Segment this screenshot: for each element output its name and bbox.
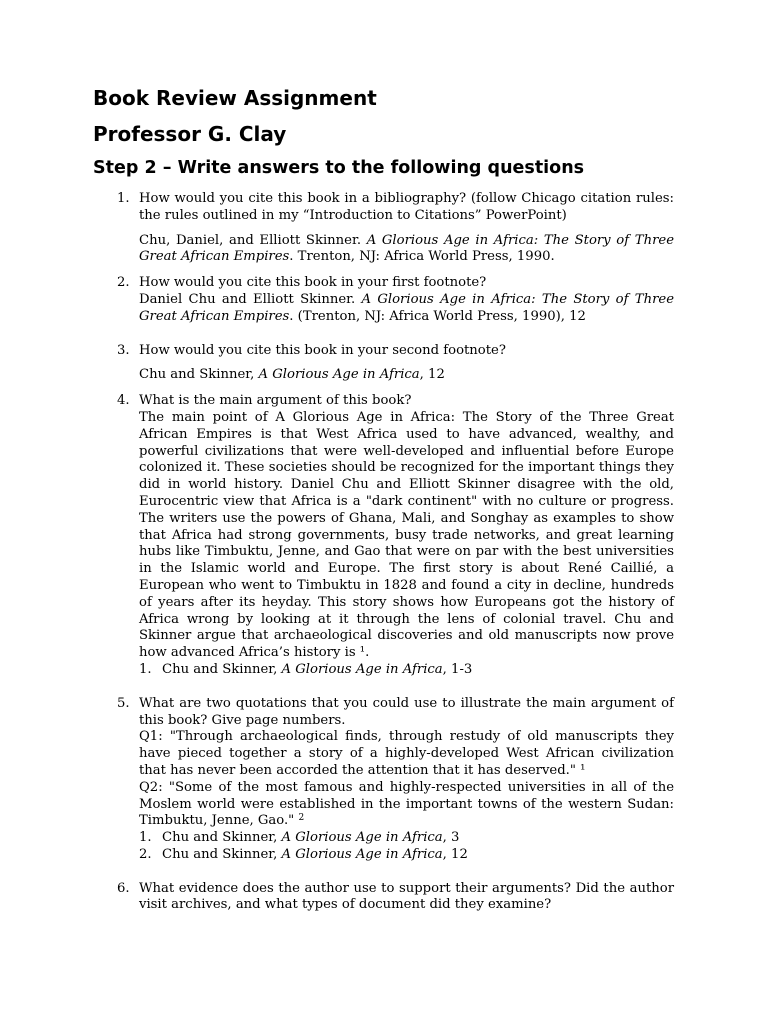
first-footnote-citation — [139, 292, 674, 326]
footnote-number: 1. — [139, 661, 152, 677]
footnote-pages: , 3 — [442, 830, 460, 846]
footnote-1 — [139, 830, 674, 847]
footnote-pages: , 12 — [442, 846, 468, 862]
quotation-text: Q2: "Some of the most famous and highly-respected universities in all of the Moslem world were established in the important towns of the western Sudan: Timbuktu, Jenne, Gao." — [139, 779, 674, 829]
question-text: How would you cite this book in a bibliography? (follow Chicago citation rules: the rules outlined in my “Introduction to Citations” PowerPoint) — [139, 191, 674, 223]
document-title: Book Review Assignment — [93, 86, 377, 110]
question-number: 3. — [117, 342, 130, 358]
step-heading: Step 2 – Write answers to the following questions — [93, 158, 585, 178]
footnote-authors: Chu and Skinner, — [162, 830, 282, 846]
quotation-1 — [139, 729, 674, 779]
footnote-marker: 2 — [298, 813, 305, 824]
citation-title: A Glorious Age in Africa — [258, 367, 420, 383]
footnote-number: 1. — [139, 830, 152, 846]
answer-text: The main point of A Glorious Age in Africa: The Story of the Three Great African Empires is that West Africa used to have advanced, wealthy, and powerful civilizations that were well-developed and influential before Europe colonized it. These societies should be recognized for the important things they did in world history. Daniel Chu and Elliott Skinner disagree with the old, Eurocentric view that Africa is a "dark continent" with no culture or progress. The writers use the powers of Ghana, Mali, and Songhay as examples to show that Africa had strong governments, busy trade networks, and great learning hubs like Timbuktu, Jenne, and Gao that were on par with the best universities in the Islamic world and Europe. The first story is about René Caillié, a European who went to Timbuktu in 1828 and found a city in decline, hundreds of years after its heyday. This story shows how Europeans got the history of Africa wrong by looking at it through the lens of colonial travel. Chu and Skinner argue that archaeological discoveries and old manuscripts now prove how advanced Africa’s history is — [139, 409, 674, 661]
footnote-2 — [139, 847, 674, 864]
question-text: What is the main argument of this book? — [139, 393, 412, 409]
footnote-title: A Glorious Age in Africa — [281, 661, 443, 677]
quotation-2 — [139, 780, 674, 830]
question-number: 2. — [117, 275, 130, 291]
footnote-title: A Glorious Age in Africa — [281, 846, 443, 862]
footnote-pages: , 1-3 — [442, 661, 473, 677]
professor-name: Professor G. Clay — [93, 122, 287, 146]
question-text: How would you cite this book in your first footnote? — [139, 275, 487, 291]
citation-publication: . Trenton, NJ: Africa World Press, 1990. — [289, 249, 555, 265]
question-text: What evidence does the author use to support their arguments? Did the author visit archives, and what types of document did they examine? — [139, 880, 674, 913]
question-number: 4. — [117, 393, 130, 409]
citation-title: A Glorious Age in Africa: The Story of Three Great African Empires — [139, 291, 675, 324]
second-footnote-citation — [139, 367, 674, 384]
question-item-1 — [117, 191, 674, 266]
footnote-marker: ¹ — [580, 762, 586, 778]
footnote-marker: ¹ — [359, 645, 366, 661]
question-text: How would you cite this book in your second footnote? — [139, 342, 506, 358]
citation-authors: Chu and Skinner, — [139, 367, 259, 383]
question-number: 6. — [117, 880, 130, 896]
citation-publication: . (Trenton, NJ: Africa World Press, 1990), 12 — [289, 308, 586, 324]
citation-title: A Glorious Age in Africa: The Story of Three Great African Empires — [139, 232, 674, 265]
question-number: 5. — [117, 695, 130, 711]
bibliography-citation — [139, 233, 674, 267]
quotation-text: Q1: "Through archaeological finds, through restudy of old manuscripts they have pieced together a story of a highly-developed West African civilization that has never been accorded the attention that it has deserved." — [139, 729, 674, 778]
footnote-1 — [139, 662, 674, 679]
question-item-3 — [117, 342, 674, 385]
citation-pages: , 12 — [419, 367, 445, 383]
footnote-title: A Glorious Age in Africa — [281, 830, 443, 846]
citation-authors: Chu, Daniel, and Elliott Skinner. — [139, 232, 367, 248]
footnote-number: 2. — [139, 846, 152, 862]
question-text: What are two quotations that you could use to illustrate the main argument of this book? Give page numbers. — [139, 695, 674, 728]
question-item-6 — [117, 880, 674, 915]
question-item-2 — [117, 275, 675, 325]
footnote-authors: Chu and Skinner, — [162, 846, 282, 862]
citation-authors: Daniel Chu and Elliott Skinner. — [139, 291, 362, 307]
question-list — [0, 191, 768, 914]
question-number: 1. — [117, 191, 130, 206]
footnote-authors: Chu and Skinner, — [162, 661, 282, 677]
answer-end: . — [365, 645, 370, 661]
question-item-5 — [117, 695, 674, 864]
main-argument-answer — [139, 410, 674, 662]
question-item-4 — [117, 393, 674, 679]
